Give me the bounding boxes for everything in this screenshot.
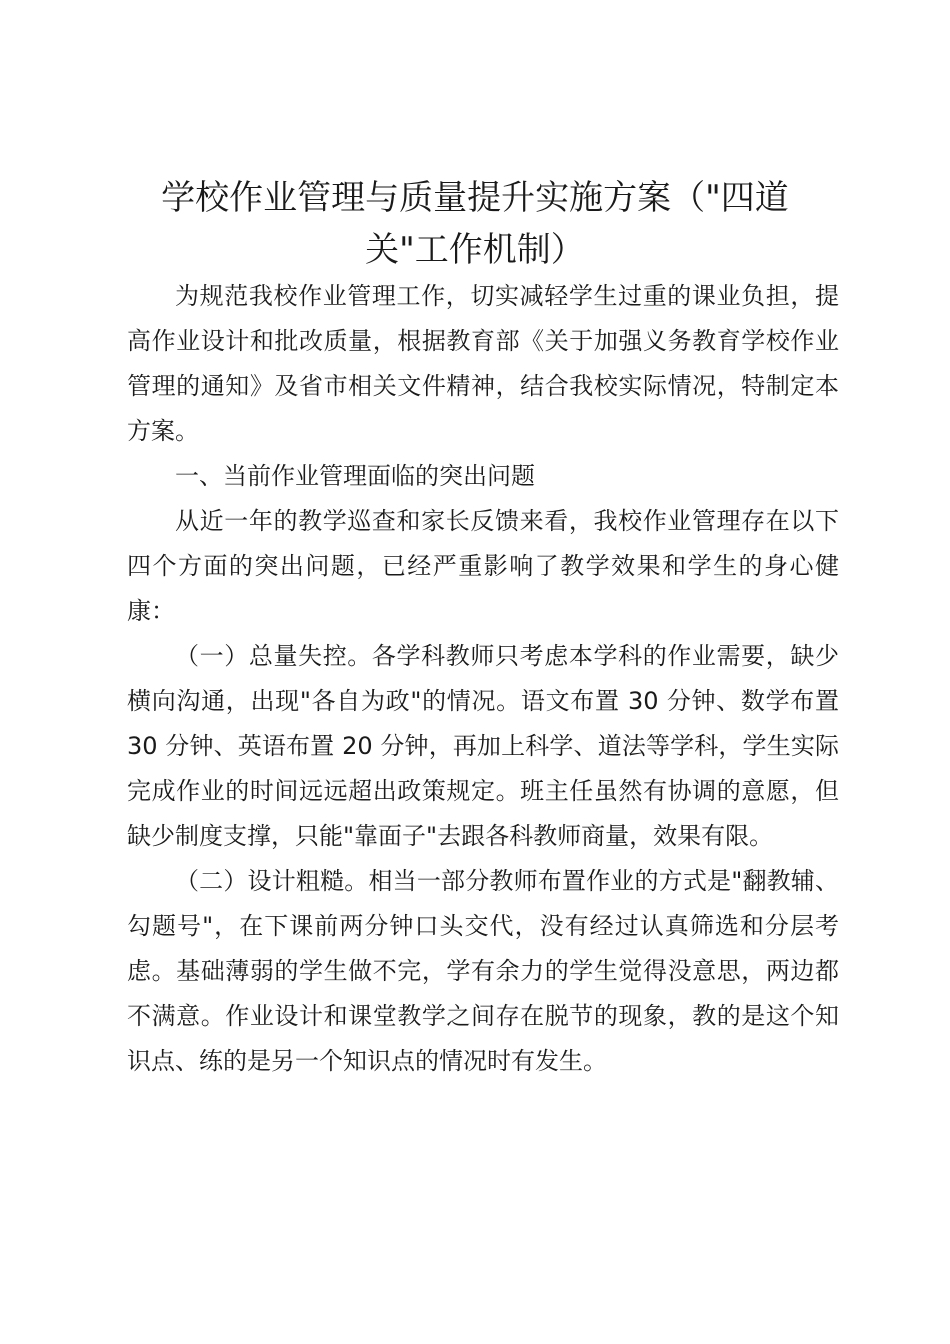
- problem-design-paragraph: （二）设计粗糙。相当一部分教师布置作业的方式是"翻教辅、勾题号"，在下课前两分钟口头交代，没有经过认真筛选和分层考虑。基础薄弱的学生做不完，学有余力的学生觉得没意思，两边都不满意。作业设计和课堂教学之间存在脱节的现象，教的是这个知识点、练的是另一个知识点的情况时有发生。: [127, 867, 839, 1075]
- document-body: [127, 274, 839, 1084]
- section-heading: 一、当前作业管理面临的突出问题: [175, 462, 535, 490]
- problem-total-paragraph: （一）总量失控。各学科教师只考虑本学科的作业需要，缺少横向沟通，出现"各自为政"的情况。语文布置 30 分钟、数学布置 30 分钟、英语布置 20 分钟，再加上科学、道法等学科，学生实际完成作业的时间远远超出政策规定。班主任虽然有协调的意愿，但缺少制度支撑，只能"靠面子"去跟各科教师商量，效果有限。: [127, 642, 839, 850]
- section-intro-paragraph: 从近一年的教学巡查和家长反馈来看，我校作业管理存在以下四个方面的突出问题，已经严重影响了教学效果和学生的身心健康：: [127, 507, 839, 625]
- document-title: 学校作业管理与质量提升实施方案（"四道关"工作机制）: [161, 178, 789, 270]
- intro-paragraph: 为规范我校作业管理工作，切实减轻学生过重的课业负担，提高作业设计和批改质量，根据教育部《关于加强义务教育学校作业管理的通知》及省市相关文件精神，结合我校实际情况，特制定本方案。: [127, 282, 839, 445]
